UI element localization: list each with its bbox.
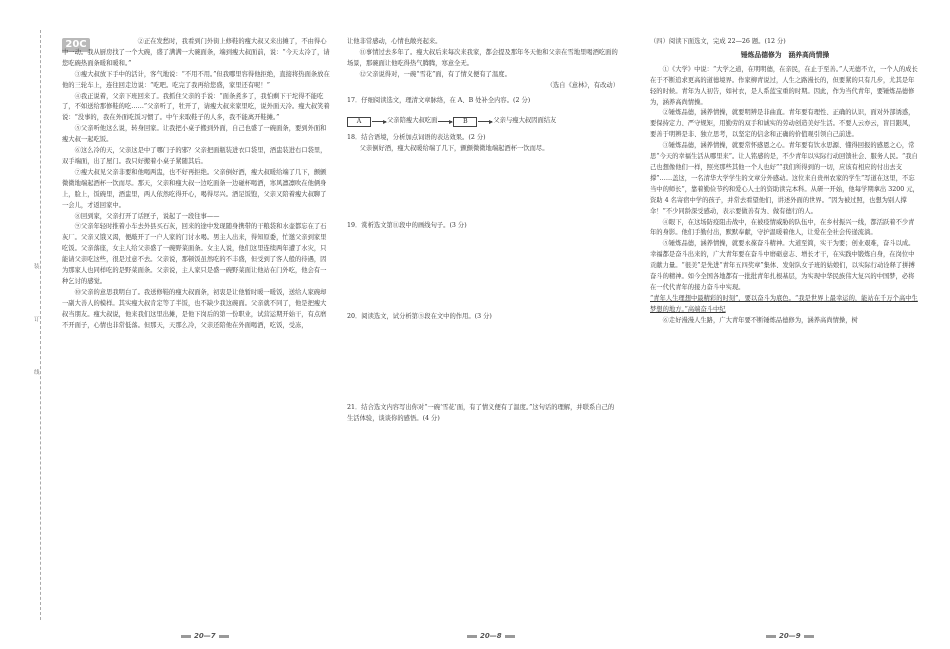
question-18-quote: 父亲倒好酒，瘦大叔暖给端了几下，颤颤微微地端起酒杯一饮而尽。 — [359, 145, 549, 153]
flow-step-text: 父亲陪瘦大叔吃面 — [387, 117, 438, 125]
paragraph: ②锤炼品德，涵养情操，就要明辨是非曲直。青年要有理性、正确的认识，面对外部诱惑，要保持定力、严守规矩，用勤劳的双手和诚实的劳动创造美好生活。不要人云亦云，盲目跟风，要善于明辨是非、独立思考，以坚定的信念和正确的价值观引领自己前进。 — [650, 109, 915, 139]
question-19: 19．赏析选文第⑪段中的画线句子。(3 分) — [347, 222, 467, 230]
flow-box-b[interactable]: B — [453, 117, 477, 127]
paragraph: ④我正说着，父亲下班回来了。我抓住父亲的手说：“面条煮多了，我怕剩下干坨得不能吃了，不如送给那修鞋的吃……”父亲听了，牡开了，请瘦大叔来家里吃，说外面天冷。瘦大叔笑着说：“没事的，我在外面吃饭习惯了。中午来取鞋子的人多，我不能离开鞋摊。” — [62, 92, 330, 122]
paragraph-underlined: ⑫父亲说得对，一碗“雪花”面，有了情义便有了温度。 — [359, 70, 511, 78]
paragraph: ⑪事情过去多年了。瘦大叔后来每次来我家，都会提及那年冬天他和父亲在雪地里喝酒吃面的场景，那碗面让他吃得热气腾腾，寒意全无。 — [347, 48, 618, 67]
binding-line — [40, 30, 41, 620]
answer-space[interactable] — [347, 323, 619, 403]
paragraph: ⑥这么冷的天，父亲这是中了哪门子的邪？父亲把面瓶装进衣口袋里，酒盅装进右口袋里，双手端面，出了屋门。我只好搬着小桌子紧随其后。 — [62, 147, 327, 165]
flow-diagram — [347, 116, 619, 127]
flow-box-a[interactable]: A — [347, 117, 371, 127]
arrow-icon — [372, 121, 386, 122]
question-21: 21．结合选文内容写出你对“一碗‘雪花’面，有了情义便有了温度。”这句话的理解，并联系自己的生活体验，谈谈你的感悟。(4 分) — [347, 403, 615, 422]
question-20: 20．阅读选文，试分析第⑤段在文中的作用。(3 分) — [347, 313, 492, 321]
page-number: 20—9 — [763, 632, 817, 640]
paragraph: ⑦瘦大叔见父亲非要和他喝两盅，也不好再拒绝。父亲倒好酒，瘦大叔暖给端了几下，颤颤微微地端起酒杯一饮而尽。那天，父亲和瘦大叔一边吃面条一边碰杯喝酒，寒风凛凛吹在他俩身上，脸上，饭碗里，酒盅里，两人依然吃得开心，喝得尽兴。酒足饭饱，父亲又陪着瘦大叔聊了一会儿，才返回家中。 — [62, 168, 327, 209]
paragraph: ②正在发愁时，我看到门外街上修鞋的瘦大叔又来出摊了，不由得心中一动。我从厨房找了一个大碗，盛了满满一大碗面条，端到瘦大叔面前，说：“今天太冷了，请您吃碗热面条暖和暖和。” — [62, 38, 330, 67]
page-badge: 20C — [62, 38, 90, 52]
answer-space[interactable] — [347, 232, 619, 312]
column-right — [650, 37, 920, 327]
flow-step-text: 父亲与瘦大叔因面结友 — [493, 117, 557, 125]
paragraph: ⑤父亲听他这么说，转身回家。让我把小桌子搬到外面，自己也盛了一碗面条，要到外面和瘦大叔一起吃饭。 — [62, 125, 327, 144]
paragraph: ⑨父亲年轻时推着小车去外县买石灰，回来的途中发现随身携带的干粮袋和水壶都忘在了石灰厂。父亲又饿又渴，便敲开了一户人家的门讨水喝。男主人出来，得知原委，忙邀父亲到家里吃饭。父亲落座，女主人给父亲盛了一碗野菜面条。女主人说，他们这里连续两年遭了水灾，只能请父亲吃这些，很是过意不去。父亲说，那顿饭虽然吃的不丰盛，但受到了客人般的待遇，因为那家人也同样吃的是野菜面条。父亲说，主人家只是盛一碗野菜面让他站在门外吃，他会有一种乞讨的感觉。 — [62, 223, 327, 285]
arrow-icon — [438, 121, 452, 122]
arrow-icon — [478, 121, 492, 122]
paragraph: ⑧回到家，父亲打开了话匣子，说起了一段往事—— — [74, 212, 220, 220]
page-number: 20—7 — [178, 632, 232, 640]
column-left — [62, 37, 330, 331]
answer-space[interactable] — [347, 155, 619, 221]
binding-char-1: 装 — [34, 264, 40, 270]
binding-char-3: 线 — [34, 370, 40, 376]
paragraph: ⑩父亲的意思我明白了。我送修鞋的瘦大叔面条，初衷是让他暂时暖一暖饭，送给人家碗却一副大善人的模样。其实瘦大叔肯定等了半饭，也不缺少我这碗面。父亲就不同了，他是把瘦大叔当朋友。瘦大叔说，他来我们这里出摊，是他下岗后的第一份职业，试营运期开始干，有点磨不开面子，心情也非常低落。但那天，天那么冷，父亲还陪他在外面喝酒，吃饭，受冻， — [62, 288, 327, 329]
underlined-sentence: “青年人生理想中最精彩的时刻”，要以奋斗为底色。“我是世界上最幸运的，能站在千万个高中生梦想的地方。”高端奋斗中纪 — [650, 294, 918, 313]
paragraph: 让他非常感动，心情也敞亮起来。 — [347, 38, 442, 45]
column-middle — [347, 37, 619, 425]
source-note: （选自《意林》，有改动） — [546, 81, 619, 89]
paragraph: ③锤炼品德，涵养情操，就要常怀感恩之心。青年要有饮水思源、懂得回报的感恩之心，常思“今天的幸福生活从哪里来”。让人铭感的是，不少青年以实际行动回馈社会、服务人民。“我自己也想像他们一样，照亮那些其他一个人也好”“我们所得到的一切，应该有相应的付出去支撑”……盖这，一名清华大学学生的文章分外感动。这位来自贵州农家的学生“写道在这里，不忘当中的师长”，靠着勤俭节约和爱心人士的资助读完本科。从研一开始，他每学期拿出 3200 元，资助 4 名寄宿中学的孩子，并常去看望他们，讲述外面的世界。“因为被过照，也想为别人撑伞！”不少同龄深受感动，表示要做善有为、做有德行的人。 — [650, 142, 919, 215]
question-17: 17．仔细阅读选文，理清文章脉络，在 A、B 处补全内容。(2 分) — [347, 96, 531, 104]
paragraph: ⑥走好漫漫人生路，广大青年要不断锤炼品德修为，涵养高尚情操，树 — [662, 316, 858, 324]
question-18: 18．结合语境，分析加点词语的表达效果。(2 分) — [347, 134, 486, 142]
paragraph: ⑤锤炼品德，涵养情操，就要永葆奋斗精神。大道至简，实干为要；创业艰难，奋斗以成。幸福都是奋斗出来的，广大青年要在奋斗中磨砺意志、增长才干，在实践中锻炼自身，在岗位中贡献力量。“很美”是先进“青年五四奖章”集体、发射队女子班的姑娘们，以实际行动诠释了拼搏奋斗的精神。如今全国各地都有一批批青年扎根基层，为实现中华民族伟大复兴的中国梦，必将在一代代青年的接力奋斗中实现。 — [650, 240, 915, 291]
paragraph: ④眼下，在这场防疫阻击战中，在被疫情威胁的队伍中，在乡村振兴一线，都活跃着不少青年的身影。他们手勤付出，默默奉献，守护温暖着他人，让爱在全社会传递流淌。 — [650, 218, 915, 237]
page-number: 20—8 — [464, 632, 518, 640]
binding-char-2: 订 — [34, 317, 40, 323]
section-heading: （四）阅读下面选文，完成 22—26 题。(12 分) — [650, 38, 786, 45]
article-title: 锤炼品德修为 涵养高尚情操 — [740, 50, 830, 59]
paragraph: ①《大学》中说：“大学之道，在明明德，在亲民，在止于至善。”人无德不立，一个人的成长在于不断追求更高的道德境界。作家柳青说过，人生之路漫长的，但要紧的只有几步，尤其是年轻的时候。青年为人初告，如衬衣，是人系蓝宝重的时期。因此，作为当代青年，要锤炼品德修为，涵养高尚情操。 — [650, 65, 918, 106]
paragraph: ③瘦大叔放下手中的活计，客气地说：“不用不用。”但我哪里容得他拒绝，直接将热面条放在他的三轮车上，连往回走边说：“吃吧。吃完了我再给您盛，家里还有呢！” — [62, 70, 330, 89]
